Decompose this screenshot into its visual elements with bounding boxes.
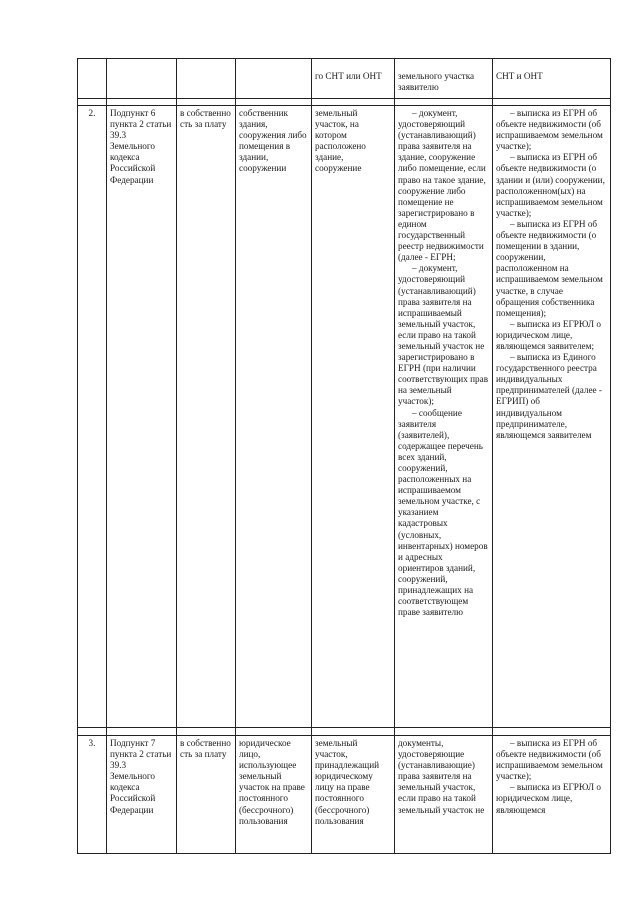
row-plot: земельный участок, принадлежащий юридическому лицу на праве постоянного (бессрочного) пользования [312,736,395,854]
row-number: 2. [78,106,107,728]
header-cell-num [78,59,107,99]
spacer-row [78,728,611,736]
row-basis: Подпункт 7 пункта 2 статьи 39.3 Земельного кодекса Российской Федерации [107,736,177,854]
doc-paragraph: документы, удостоверяющие (устанавливающие) права заявителя на земельный участок, если право на такой земельный участок не [398,738,485,815]
row-basis: Подпункт 6 пункта 2 статьи 39.3 Земельного кодекса Российской Федерации [107,106,177,728]
header-cell-docs: земельного участка заявителю [395,59,493,99]
header-cell-snt: СНТ и ОНТ [493,59,611,99]
row-number: 3. [78,736,107,854]
header-cell-basis [107,59,177,99]
doc-paragraph: – документ, удостоверяющий (устанавливающий) права заявителя на здание, сооружение либо помещение, если право на такое здание, сооружение либо помещение не зарегистрировано в едином государственный реестр недвижимости (далее - ЕГРН; [398,108,486,263]
document-table [77,58,611,854]
row-documents [395,736,493,854]
snt-paragraph: – выписка из Единого государственного реестра индивидуальных предпринимателей (далее - ЕГРИП) об индивидуальном предпринимателе, являющемся заявителем [496,352,602,440]
row-plot: земельный участок, на котором расположено здание, сооружение [312,106,395,728]
row-snt-documents [493,736,611,854]
table-row-3 [78,736,611,854]
table-header-row [78,59,611,99]
row-type: в собственно сть за плату [177,736,236,854]
header-cell-applicant [236,59,312,99]
snt-paragraph: – выписка из ЕГРН об объекте недвижимости (об испрашиваемом земельном участке); [496,738,603,782]
snt-paragraph: – выписка из ЕГРН об объекте недвижимости (о здании и (или) сооружении, расположенном(ых) на испрашиваемом земельном участке); [496,152,605,218]
table-row-2 [78,106,611,728]
snt-paragraph: – выписка из ЕГРЮЛ о юридическом лице, являющемся заявителем; [496,318,601,351]
row-snt-documents [493,106,611,728]
row-applicant: собственник здания, сооружения либо помещения в здании, сооружении [236,106,312,728]
header-cell-plot: го СНТ или ОНТ [312,59,395,99]
spacer-row [78,99,611,106]
row-documents [395,106,493,728]
row-applicant: юридическое лицо, использующее земельный участок на праве постоянного (бессрочного) пользования [236,736,312,854]
header-cell-type [177,59,236,99]
doc-paragraph: – документ, удостоверяющий (устанавливающий) права заявителя на испрашиваемый земельный участок, если право на такой земельный участок не зарегистрировано в ЕГРН (при наличии соответствующих прав на земельный участок); [398,263,489,407]
doc-paragraph: – сообщение заявителя (заявителей), содержащее перечень всех зданий, сооружений, расположенных на испрашиваемом земельном участке, с указанием кадастровых (условных, инвентарных) номеров и адресных ориентиров зданий, сооружений, принадлежащих на соответствующем праве заявителю [398,407,488,618]
snt-paragraph: – выписка из ЕГРН об объекте недвижимости (об испрашиваемом земельном участке); [496,108,603,152]
snt-paragraph: – выписка из ЕГРЮЛ о юридическом лице, являющемся [496,782,601,815]
snt-paragraph: – выписка из ЕГРН об объекте недвижимости (о помещении в здании, сооружении, расположенном на испрашиваемом земельном участке, в случае обращения собственника помещения); [496,218,603,318]
row-type: в собственно сть за плату [177,106,236,728]
